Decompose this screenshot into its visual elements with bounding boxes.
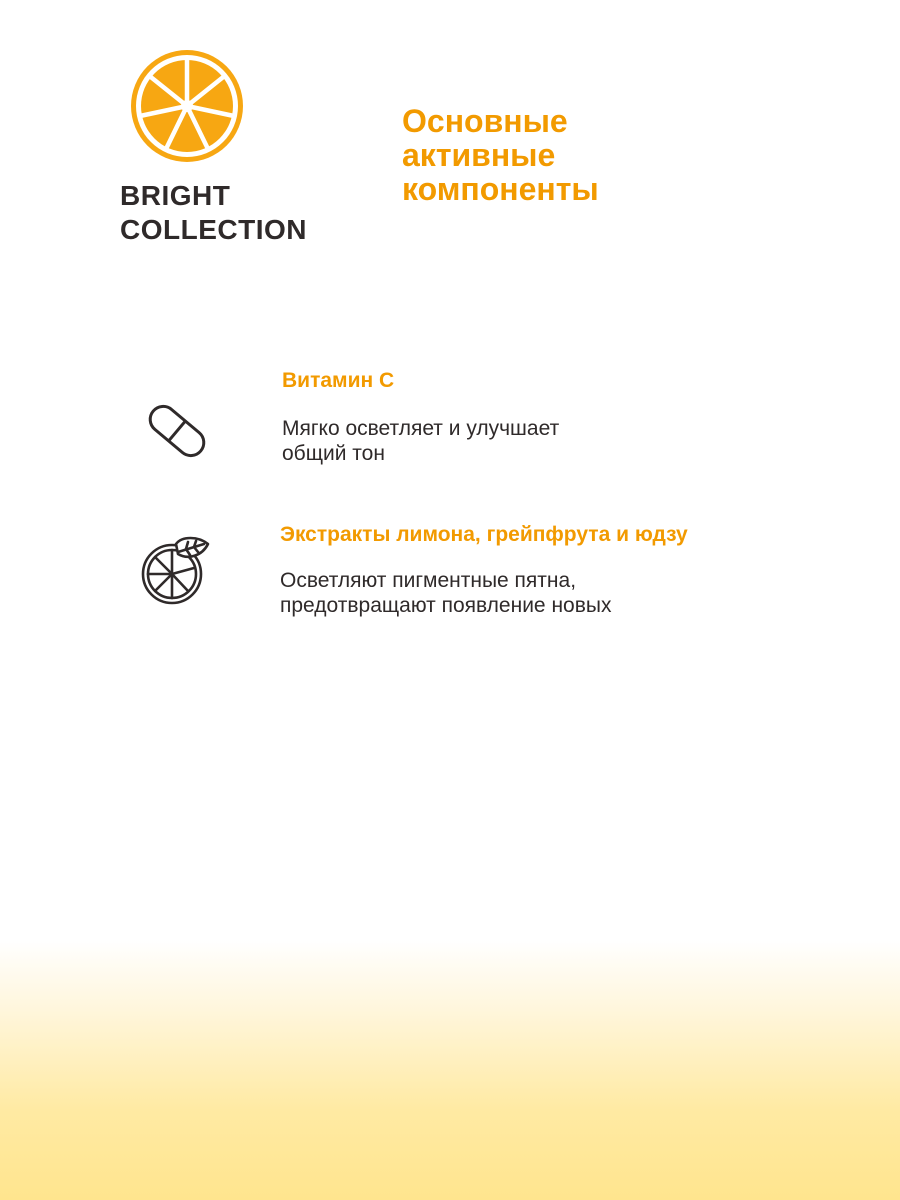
feature-description — [282, 416, 559, 466]
page-title — [402, 104, 762, 206]
feature-description-line: Осветляют пигментные пятна, — [280, 569, 577, 592]
capsule-icon — [140, 394, 214, 468]
feature-citrus-extracts — [0, 518, 900, 638]
page-title-line: компоненты — [402, 171, 599, 207]
brand-logo — [118, 48, 318, 248]
feature-title: Экстракты лимона, грейпфрута и юдзу — [280, 523, 688, 546]
brand-name-line1: BRIGHT — [120, 180, 231, 211]
feature-description-line: предотвращают появление новых — [280, 594, 612, 617]
brand-name-line2: COLLECTION — [120, 214, 307, 245]
citrus-slice-icon — [129, 48, 245, 164]
page-title-line: Основные — [402, 103, 568, 139]
feature-description-line: Мягко осветляет и улучшает — [282, 417, 560, 440]
feature-description — [280, 568, 611, 618]
feature-description-line: общий тон — [282, 442, 385, 465]
feature-vitamin-c — [0, 364, 900, 484]
citrus-leaf-icon — [138, 532, 212, 606]
page-title-line: активные — [402, 137, 556, 173]
feature-title: Витамин С — [282, 369, 395, 392]
